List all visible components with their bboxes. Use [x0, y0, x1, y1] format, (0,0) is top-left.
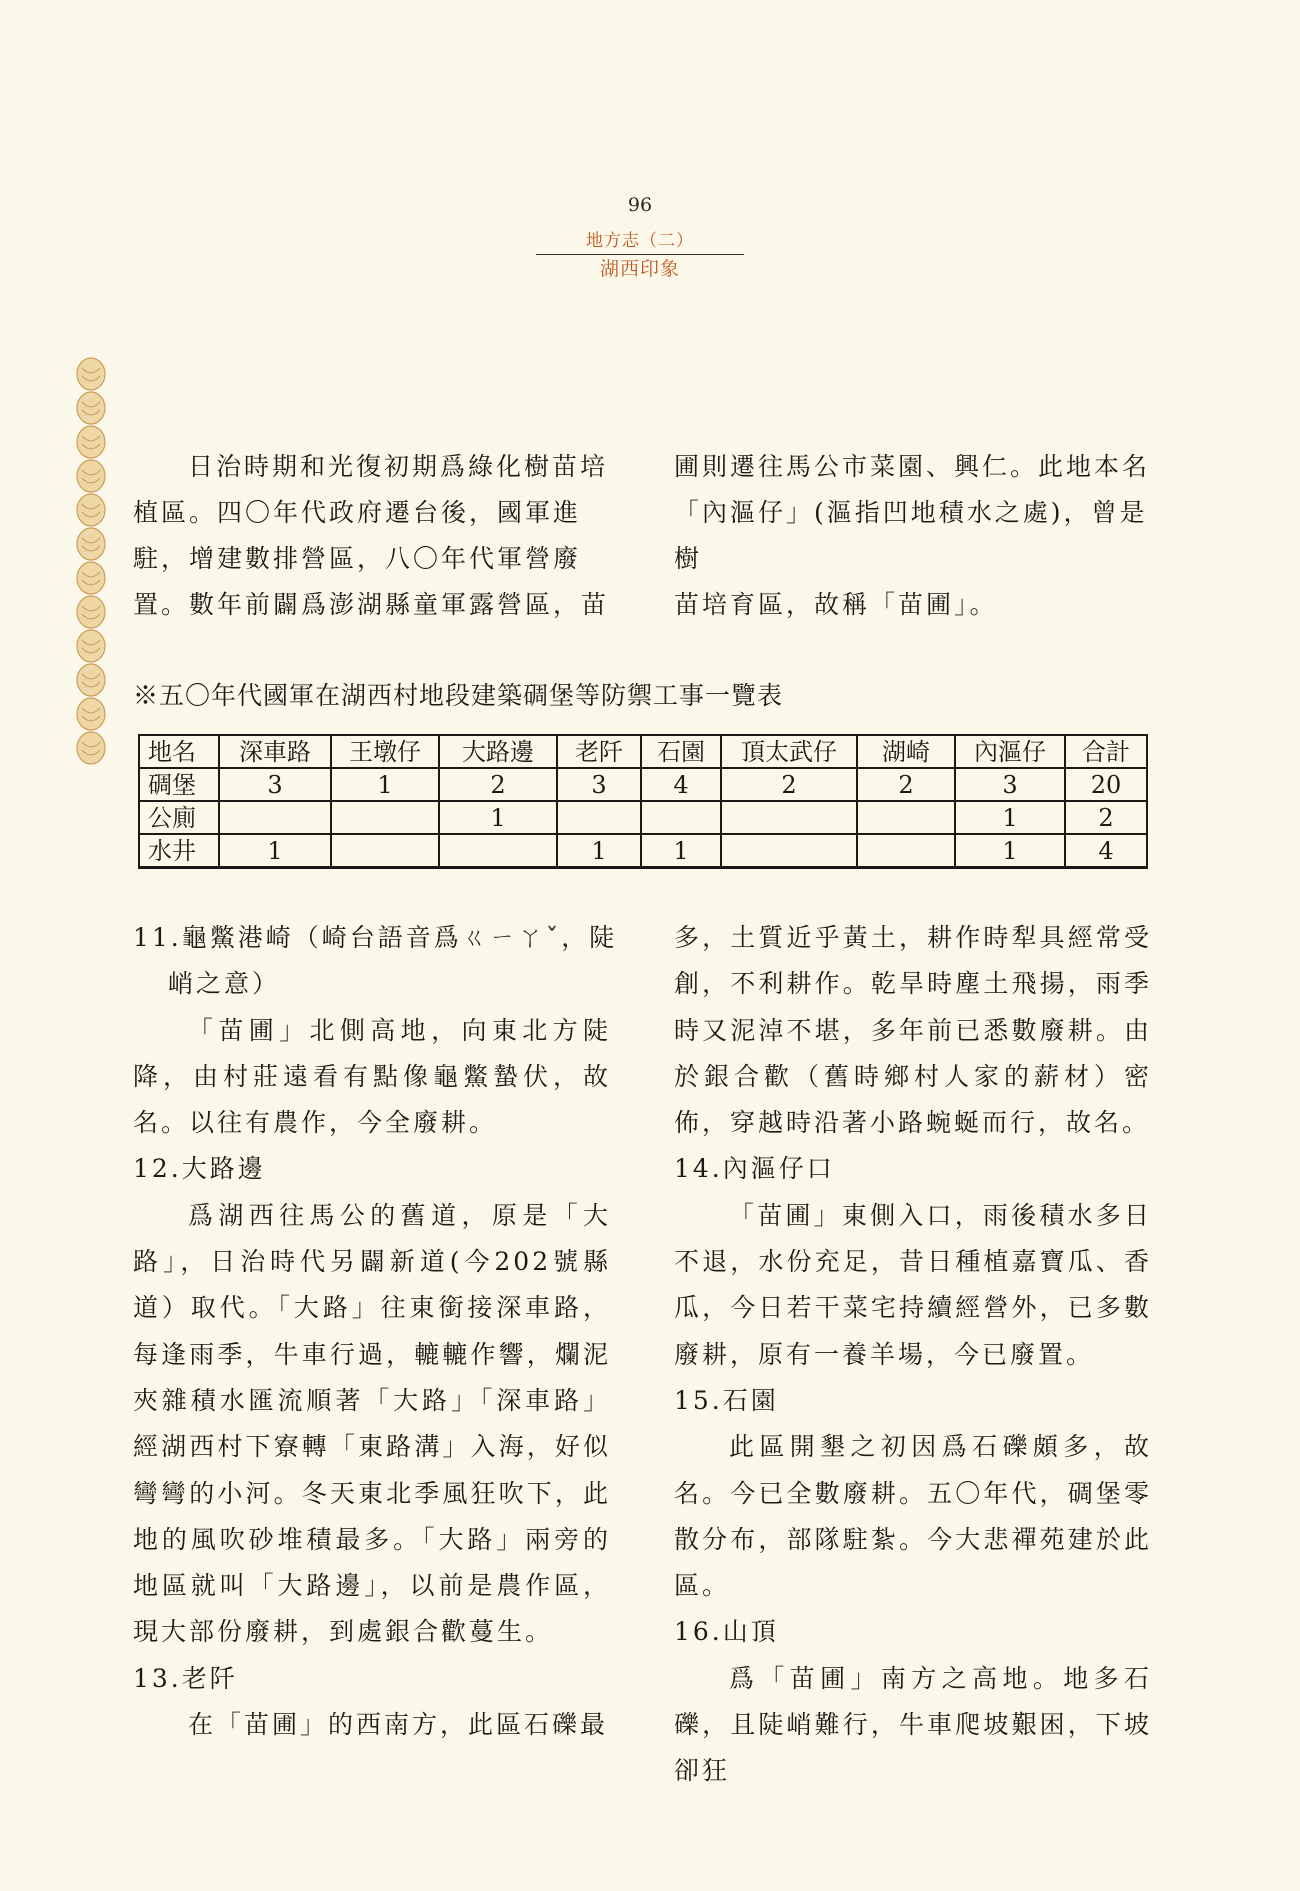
- table-cell: 3: [955, 768, 1065, 801]
- table-cell: 水井: [139, 834, 219, 868]
- table-cell: 2: [721, 768, 857, 801]
- table-cell: 1: [955, 801, 1065, 834]
- table-cell: 20: [1065, 768, 1147, 801]
- table-header-cell: 王墩仔: [331, 735, 439, 768]
- header-rule: [536, 254, 744, 255]
- table-cell: [331, 801, 439, 834]
- book-subtitle: 湖西印象: [599, 258, 680, 280]
- table-cell: 1: [641, 834, 721, 868]
- entry-text-12: 爲湖西往馬公的舊道，原是「大路」，日治時代另闢新道(今202號縣道）取代。「大路」往東銜接深車路，每逢雨季，牛車行過，轆轆作響，爛泥夾雜積水匯流順著「大路」「深車路」經湖西村下寮轉「東路溝」入海，好似彎彎的小河。冬天東北季風狂吹下，此地的風吹砂堆積最多。「大路」兩旁的地區就叫「大路邊」，以前是農作區，現大部份廢耕，到處銀合歡蔓生。: [133, 1200, 611, 1647]
- table-cell: 1: [439, 801, 557, 834]
- table-cell: 2: [1065, 801, 1147, 834]
- page-number: 96: [627, 194, 653, 216]
- entry-heading-13: 13.老阡: [133, 1663, 238, 1693]
- entry-text-15: 此區開墾之初因爲石礫頗多，故名。今已全數廢耕。五〇年代，碉堡零散分布，部隊駐紮。今大悲禪苑建於此區。: [674, 1432, 1152, 1601]
- table-cell: 2: [857, 768, 955, 801]
- table-header-cell: 大路邊: [439, 735, 557, 768]
- intro-line: 苗培育區，故稱「苗圃」。: [674, 590, 998, 619]
- table-header-cell: 老阡: [557, 735, 641, 768]
- table-header-cell: 內漚仔: [955, 735, 1065, 768]
- table-cell: [721, 801, 857, 834]
- intro-line: 日治時期和光復初期爲綠化樹苗培: [188, 452, 609, 481]
- entry-text-13: 在「苗圃」的西南方，此區石礫最: [188, 1710, 609, 1740]
- table-cell: [219, 801, 331, 834]
- table-header-cell: 湖崎: [857, 735, 955, 768]
- intro-line: 「內漚仔」(漚指凹地積水之處)，曾是樹: [674, 498, 1148, 573]
- entry-text-11: 「苗圃」北側高地，向東北方陡降，由村莊遠看有點像龜鱉蟄伏，故名。以往有農作，今全廢耕。: [133, 1015, 611, 1138]
- table-cell: 1: [331, 768, 439, 801]
- table-cell: [331, 834, 439, 868]
- left-text-column: [133, 915, 618, 1748]
- table-cell: [439, 834, 557, 868]
- entry-heading-12: 12.大路邊: [133, 1154, 266, 1184]
- table-cell: [857, 834, 955, 868]
- intro-line: 置。數年前闢爲澎湖縣童軍露營區，苗: [133, 590, 610, 619]
- entry-heading-15: 15.石園: [674, 1385, 779, 1415]
- table-cell: 3: [557, 768, 641, 801]
- entry-heading-11: 11.龜鱉港崎（崎台語音爲ㄍㄧㄚˇ，陡: [133, 923, 618, 952]
- table-header-cell: 地名: [139, 735, 219, 768]
- table-cell: 3: [219, 768, 331, 801]
- table-cell: 4: [1065, 834, 1147, 868]
- table-cell: 碉堡: [139, 768, 219, 801]
- table-header-cell: 合計: [1065, 735, 1147, 768]
- decorative-border: [70, 356, 112, 768]
- table-header-cell: 深車路: [219, 735, 331, 768]
- intro-left-column: [133, 444, 611, 628]
- right-text-column: [674, 915, 1152, 1795]
- table-cell: [857, 801, 955, 834]
- entry-heading-16: 16.山頂: [674, 1617, 779, 1647]
- table-cell: 1: [955, 834, 1065, 868]
- entry-text-14: 「苗圃」東側入口，雨後積水多日不退，水份充足，昔日種植嘉寶瓜、香瓜，今日若干菜宅持續經營外，已多數廢耕，原有一養羊場，今已廢置。: [674, 1200, 1152, 1369]
- running-header: [535, 230, 745, 280]
- table-row: [139, 768, 1147, 801]
- table-title: ※五〇年代國軍在湖西村地段建築碉堡等防禦工事一覽表: [133, 681, 784, 710]
- intro-line: 圃則遷往馬公市菜園、興仁。此地本名: [674, 452, 1151, 481]
- table-cell: 公廁: [139, 801, 219, 834]
- table-cell: [721, 834, 857, 868]
- entry-text-13-cont: 多，土質近乎黃土，耕作時犁具經常受創，不利耕作。乾旱時塵土飛揚，雨季時又泥淖不堪，多年前已悉數廢耕。由於銀合歡（舊時鄉村人家的薪材）密佈，穿越時沿著小路蜿蜒而行，故名。: [674, 923, 1152, 1138]
- entry-text-16: 爲「苗圃」南方之高地。地多石礫，且陡峭難行，牛車爬坡艱困，下坡卻狂: [674, 1663, 1152, 1786]
- intro-right-column: [674, 444, 1152, 628]
- table-cell: 1: [557, 834, 641, 868]
- table-cell: 1: [219, 834, 331, 868]
- series-title: 地方志（二）: [586, 231, 694, 251]
- table-header-cell: 石園: [641, 735, 721, 768]
- table-cell: [557, 801, 641, 834]
- table-row: [139, 834, 1147, 868]
- fortifications-table: [138, 734, 1148, 869]
- entry-heading-14: 14.內漚仔口: [674, 1154, 835, 1184]
- intro-line: 植區。四〇年代政府遷台後，國軍進: [133, 498, 582, 527]
- table-cell: 4: [641, 768, 721, 801]
- intro-line: 駐，增建數排營區，八〇年代軍營廢: [133, 544, 582, 573]
- entry-heading-11-cont: 峭之意）: [168, 969, 281, 999]
- table-cell: [641, 801, 721, 834]
- table-header-cell: 頂太武仔: [721, 735, 857, 768]
- table-row: [139, 801, 1147, 834]
- table-cell: 2: [439, 768, 557, 801]
- table-header-row: [139, 735, 1147, 768]
